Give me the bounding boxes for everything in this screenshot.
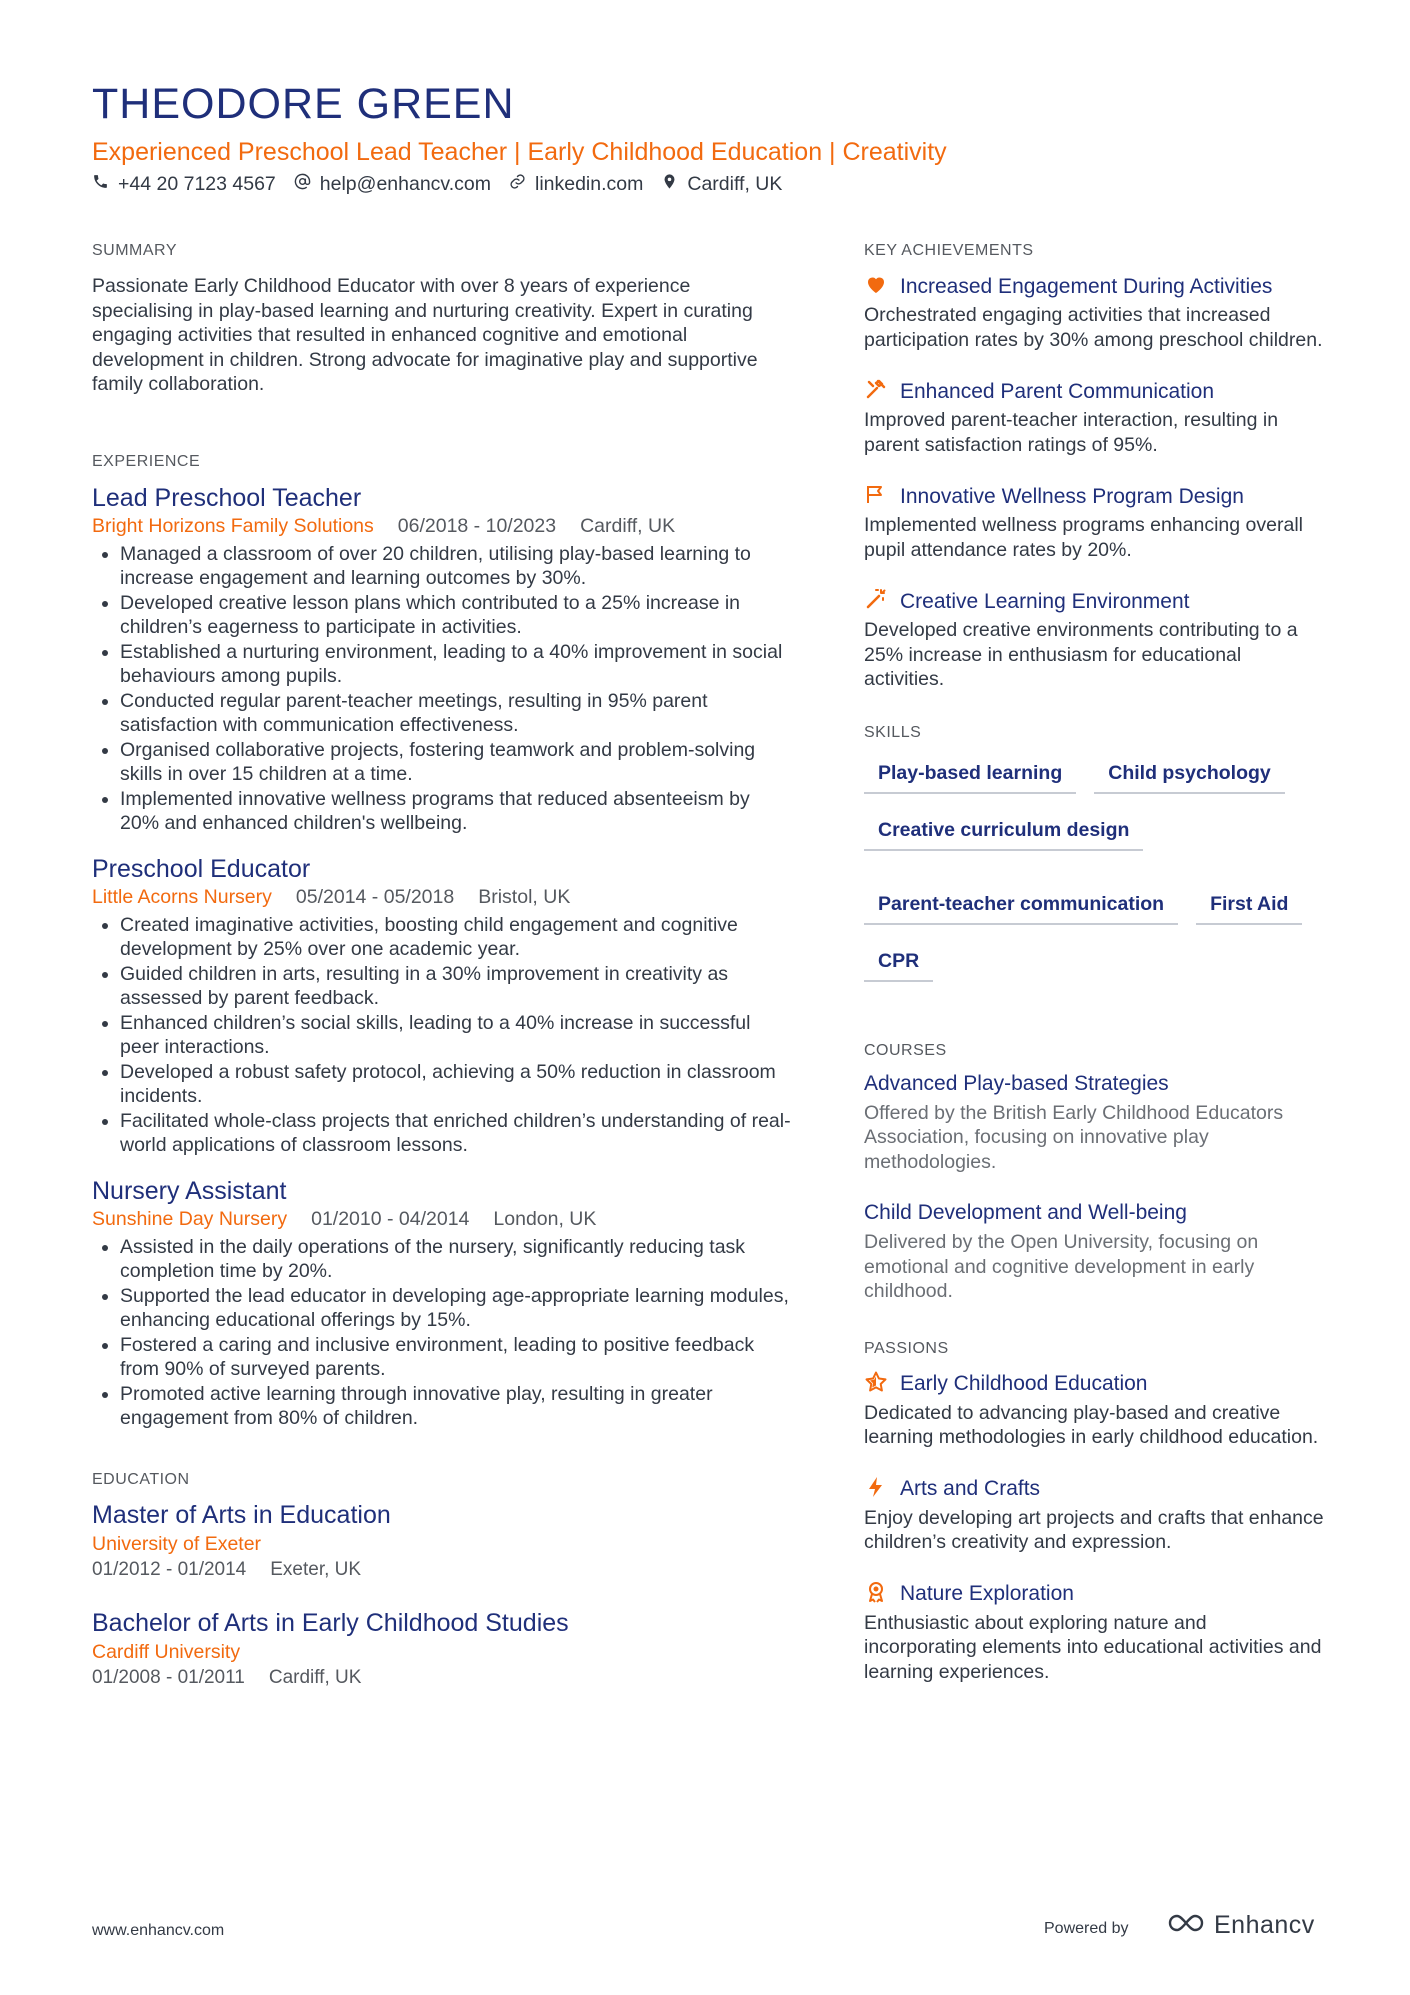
education-meta: [92, 1557, 792, 1583]
job-dates: 06/2018 - 10/2023: [397, 514, 557, 537]
skill-tag: Play-based learning: [864, 754, 1076, 794]
link-icon: [509, 173, 526, 196]
course-title: Child Development and Well-being: [864, 1201, 1187, 1224]
experience-section: [92, 453, 792, 1431]
school-name: Cardiff University: [92, 1640, 241, 1663]
job-title: Nursery Assistant: [92, 1176, 287, 1205]
school-name: University of Exeter: [92, 1532, 262, 1555]
job-company: Little Acorns Nursery: [92, 885, 272, 908]
footer-url[interactable]: www.enhancv.com: [92, 1922, 225, 1939]
achievement-title: Increased Engagement During Activities: [900, 274, 1273, 298]
education-location: Exeter, UK: [270, 1558, 362, 1580]
job-bullet: • Conducted regular parent-teacher meetings, resulting in 95% parent satisfaction with communication effectiveness.: [120, 689, 792, 738]
award-icon: [864, 1580, 888, 1609]
course-description: Offered by the British Early Childhood Educators Association, focusing on innovative play methodologies.: [864, 1101, 1284, 1173]
contact-location: [661, 173, 782, 196]
job-bullet: • Fostered a caring and inclusive environment, leading to positive feedback from 90% of surveyed parents.: [120, 1333, 792, 1382]
footer-brand-logo[interactable]: [1164, 1910, 1315, 1941]
job-bullets: [92, 913, 792, 1158]
location-pin-icon: [661, 173, 678, 196]
passions-heading: PASSIONS: [864, 1339, 949, 1357]
skills-list: [864, 754, 1324, 982]
achievement-title: Creative Learning Environment: [900, 589, 1190, 613]
summary-section: [92, 242, 792, 397]
job-dates: 01/2010 - 04/2014: [311, 1207, 470, 1230]
course-description: Delivered by the Open University, focusing on emotional and cognitive development in early childhood.: [864, 1231, 1259, 1302]
education-location: Cardiff, UK: [268, 1666, 362, 1688]
course-item: [864, 1199, 1324, 1304]
job-bullet: • Implemented innovative wellness programs that reduced absenteeism by 20% and enhanced children's wellbeing.: [120, 787, 792, 836]
contact-phone[interactable]: [92, 173, 276, 196]
contact-bar: [92, 173, 782, 196]
achievement-title: Enhanced Parent Communication: [900, 379, 1215, 403]
passion-description: Enthusiastic about exploring nature and incorporating elements into educational activities and learning experiences.: [864, 1611, 1322, 1683]
job-bullet: • Developed creative lesson plans which contributed to a 25% increase in children’s eagerness to participate in activities.: [120, 591, 792, 640]
education-dates: 01/2012 - 01/2014: [92, 1558, 247, 1580]
right-column: [864, 242, 1324, 1709]
phone-icon: [92, 173, 109, 196]
passion-item: [864, 1580, 1324, 1685]
achievement-description: Improved parent-teacher interaction, resulting in parent satisfaction ratings of 95%.: [864, 409, 1279, 456]
education-item: [92, 1499, 792, 1583]
job-meta: [92, 513, 792, 539]
education-item: [92, 1607, 792, 1691]
job-bullet: • Assisted in the daily operations of the nursery, significantly reducing task completion time by 20%.: [120, 1235, 792, 1284]
summary-text: Passionate Early Childhood Educator with over 8 years of experience specialising in play-based learning and nurturing creativity. Expert in curating engaging activities that resulted in enhanced cognitive and emotional development in children. Strong advocate for imaginative play and supportive family collaboration.: [92, 275, 758, 395]
achievement-item: [864, 377, 1324, 457]
flag-icon: [864, 482, 888, 511]
contact-email[interactable]: [294, 173, 491, 196]
job-bullet: • Promoted active learning through innovative play, resulting in greater engagement from 80% of children.: [120, 1382, 792, 1431]
job-location: Bristol, UK: [478, 885, 571, 908]
contact-location-text: Cardiff, UK: [687, 173, 783, 195]
degree-title: Bachelor of Arts in Early Childhood Studies: [92, 1608, 569, 1637]
job-title: Preschool Educator: [92, 854, 311, 883]
course-item: [864, 1070, 1324, 1175]
contact-linkedin-text: linkedin.com: [534, 173, 644, 195]
degree-title: Master of Arts in Education: [92, 1500, 391, 1529]
magic-wand-icon: [864, 587, 888, 616]
achievement-item: [864, 587, 1324, 692]
contact-phone-text: +44 20 7123 4567: [118, 173, 276, 195]
experience-heading: EXPERIENCE: [92, 452, 201, 470]
education-section: [92, 1471, 792, 1691]
tools-icon: [864, 377, 888, 406]
passion-item: [864, 1475, 1324, 1555]
experience-item: [92, 854, 792, 1158]
education-dates: 01/2008 - 01/2011: [92, 1666, 245, 1688]
passion-description: Enjoy developing art projects and crafts that enhance children’s creativity and expression.: [864, 1506, 1324, 1553]
achievement-description: Developed creative environments contributing to a 25% increase in enthusiasm for educational activities.: [864, 619, 1298, 690]
experience-item: [92, 483, 792, 836]
job-bullets: [92, 542, 792, 836]
candidate-tagline: Experienced Preschool Lead Teacher | Early Childhood Education | Creativity: [92, 138, 947, 166]
experience-item: [92, 1176, 792, 1431]
skill-tag: First Aid: [1196, 885, 1302, 925]
job-bullet: • Facilitated whole-class projects that enriched children’s understanding of real-world applications of classroom lessons.: [120, 1109, 792, 1158]
job-bullet: • Managed a classroom of over 20 children, utilising play-based learning to increase engagement and learning outcomes by 30%.: [120, 542, 792, 591]
contact-linkedin[interactable]: [509, 173, 643, 196]
achievements-heading: KEY ACHIEVEMENTS: [864, 242, 1034, 259]
summary-heading: SUMMARY: [92, 242, 177, 259]
passions-section: [864, 1340, 1324, 1685]
achievement-item: [864, 272, 1324, 352]
job-bullets: [92, 1235, 792, 1431]
lightning-icon: [864, 1475, 888, 1504]
job-location: Cardiff, UK: [580, 514, 676, 537]
job-company: Sunshine Day Nursery: [92, 1207, 288, 1230]
skills-heading: SKILLS: [864, 723, 922, 741]
footer-powered-by: Powered by: [1044, 1920, 1129, 1937]
star-icon: [864, 1370, 888, 1399]
passion-title: Early Childhood Education: [900, 1372, 1148, 1395]
education-heading: EDUCATION: [92, 1470, 190, 1488]
contact-email-text: help@enhancv.com: [319, 173, 491, 195]
achievement-item: [864, 482, 1324, 562]
job-location: London, UK: [493, 1207, 597, 1230]
achievements-section: [864, 242, 1324, 692]
passion-title: Arts and Crafts: [900, 1477, 1041, 1500]
skill-tag: Parent-teacher communication: [864, 885, 1178, 925]
footer-brand-name: Enhancv: [1214, 1911, 1315, 1939]
enhancv-logo-icon: [1164, 1910, 1208, 1941]
courses-heading: COURSES: [864, 1041, 947, 1059]
skill-tag: CPR: [864, 942, 933, 982]
job-bullet: • Organised collaborative projects, fostering teamwork and problem-solving skills in over 15 children at a time.: [120, 738, 792, 787]
candidate-name: THEODORE GREEN: [92, 80, 515, 128]
achievement-title: Innovative Wellness Program Design: [900, 484, 1244, 508]
passion-item: [864, 1370, 1324, 1450]
passion-title: Nature Exploration: [900, 1582, 1074, 1605]
job-bullet: • Guided children in arts, resulting in a 30% improvement in creativity as assessed by parent feedback.: [120, 962, 792, 1011]
job-title: Lead Preschool Teacher: [92, 483, 362, 512]
skills-section: [864, 724, 1324, 982]
education-meta: [92, 1665, 792, 1691]
left-column: [92, 242, 792, 1715]
job-company: Bright Horizons Family Solutions: [92, 514, 374, 537]
job-bullet: • Supported the lead educator in developing age-appropriate learning modules, enhancing educational offerings by 15%.: [120, 1284, 792, 1333]
course-title: Advanced Play-based Strategies: [864, 1071, 1169, 1095]
at-icon: [294, 173, 311, 196]
passion-description: Dedicated to advancing play-based and creative learning methodologies in early childhood education.: [864, 1401, 1319, 1448]
skill-tag: Child psychology: [1094, 754, 1285, 794]
achievement-description: Orchestrated engaging activities that increased participation rates by 30% among preschool children.: [864, 304, 1323, 351]
job-bullet: • Created imaginative activities, boosting child engagement and cognitive development by 25% over one academic year.: [120, 913, 792, 962]
achievement-description: Implemented wellness programs enhancing overall pupil attendance rates by 20%.: [864, 514, 1303, 561]
skill-tag: Creative curriculum design: [864, 811, 1143, 851]
job-bullet: • Established a nurturing environment, leading to a 40% improvement in social behaviours among pupils.: [120, 640, 792, 689]
job-meta: [92, 884, 792, 910]
job-dates: 05/2014 - 05/2018: [295, 885, 455, 908]
heart-icon: [864, 272, 888, 301]
job-bullet: • Developed a robust safety protocol, achieving a 50% reduction in classroom incidents.: [120, 1060, 792, 1109]
job-meta: [92, 1206, 792, 1232]
courses-section: [864, 1042, 1324, 1304]
job-bullet: • Enhanced children’s social skills, leading to a 40% increase in successful peer interactions.: [120, 1011, 792, 1060]
